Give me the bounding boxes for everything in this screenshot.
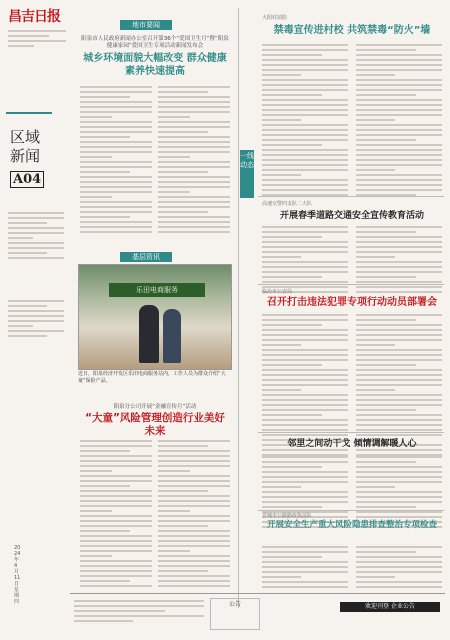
right-article-3-kicker: 临汾市公安局 [262,289,293,295]
section-banner-middle: 基层资讯 [120,252,172,262]
section-name: 区域新闻 [10,128,41,165]
right-article-1-title[interactable]: 禁毒宣传进村校 共筑禁毒“防火”墙 [273,25,431,36]
middle-article-body-left [80,440,152,590]
right-article-5-title[interactable]: 开展安全生产重大风险隐患排查整治专项检查 [266,520,437,530]
column-divider [238,8,239,608]
issue-date: 2024年4月11日 星期四 [14,545,21,605]
page-code-label: A04 [10,171,44,188]
side-section-label: 一线动态 [240,150,254,198]
photo-caption: 近日，阳泉经济开发区乐田电商服务站内，工作人员为群众介绍“大童”保险产品。 [78,371,226,384]
middle-article-title[interactable]: “大童”风险管理创造行业美好未来 [85,412,225,437]
middle-article-subtitle: 阳泉分公司开展“金融宣传月”活动 [113,404,197,410]
right-article-2-body-left [262,226,348,296]
footer-text [74,600,204,625]
news-photo[interactable] [78,264,232,370]
article-separator [258,510,444,511]
right-article-5-body-left [262,546,348,591]
left-column-text-2 [8,300,64,340]
left-column-text [8,212,64,262]
photo-person [139,305,159,363]
article-separator [258,196,444,197]
section-banner-top: 地市要闻 [120,20,172,30]
ad-banner[interactable]: 欢迎刊登 企业公告 [340,602,440,612]
right-article-4-title[interactable]: 邻里之间动干戈 倾情调解暖人心 [287,439,417,449]
section-rule [6,112,52,114]
page-code [10,172,44,187]
right-article-5-body-right [356,546,442,591]
notice-box: 公告 [210,598,260,630]
middle-article-body-right [158,440,230,590]
right-article-1-body-left [262,44,348,199]
right-article-2-title[interactable]: 开展春季道路交通安全宣传教育活动 [279,211,424,221]
top-article-title[interactable]: 城乡环境面貌大幅改变 群众健康素养快速提高 [83,53,227,77]
top-article-body-left [80,86,152,236]
article-separator [258,284,444,285]
newspaper-logo: 昌吉日报 [8,9,60,25]
right-article-1-body-right [356,44,442,199]
masthead-info [8,30,66,50]
article-separator [258,432,444,433]
photo-person [163,309,181,363]
right-article-3-title[interactable]: 召开打击违法犯罪专项行动动员部署会 [267,297,437,308]
right-article-2-body-right [356,226,442,296]
right-article-5-kicker: 晋城市公路路政执法队 [262,513,313,519]
right-article-2-kicker: 高速交警四支队二大队 [262,201,313,207]
top-article-body-right [158,86,230,236]
photo-sign: 乐田电商服务 [109,283,205,297]
right-article-1-kicker: 大阳村消防 [262,15,288,21]
top-article-subtitle: 阳泉市人民政府新闻办公室召开第36个“爱国卫生月”暨“阳泉健康家园”爱国卫生专项活动新闻发布会 [81,36,229,49]
